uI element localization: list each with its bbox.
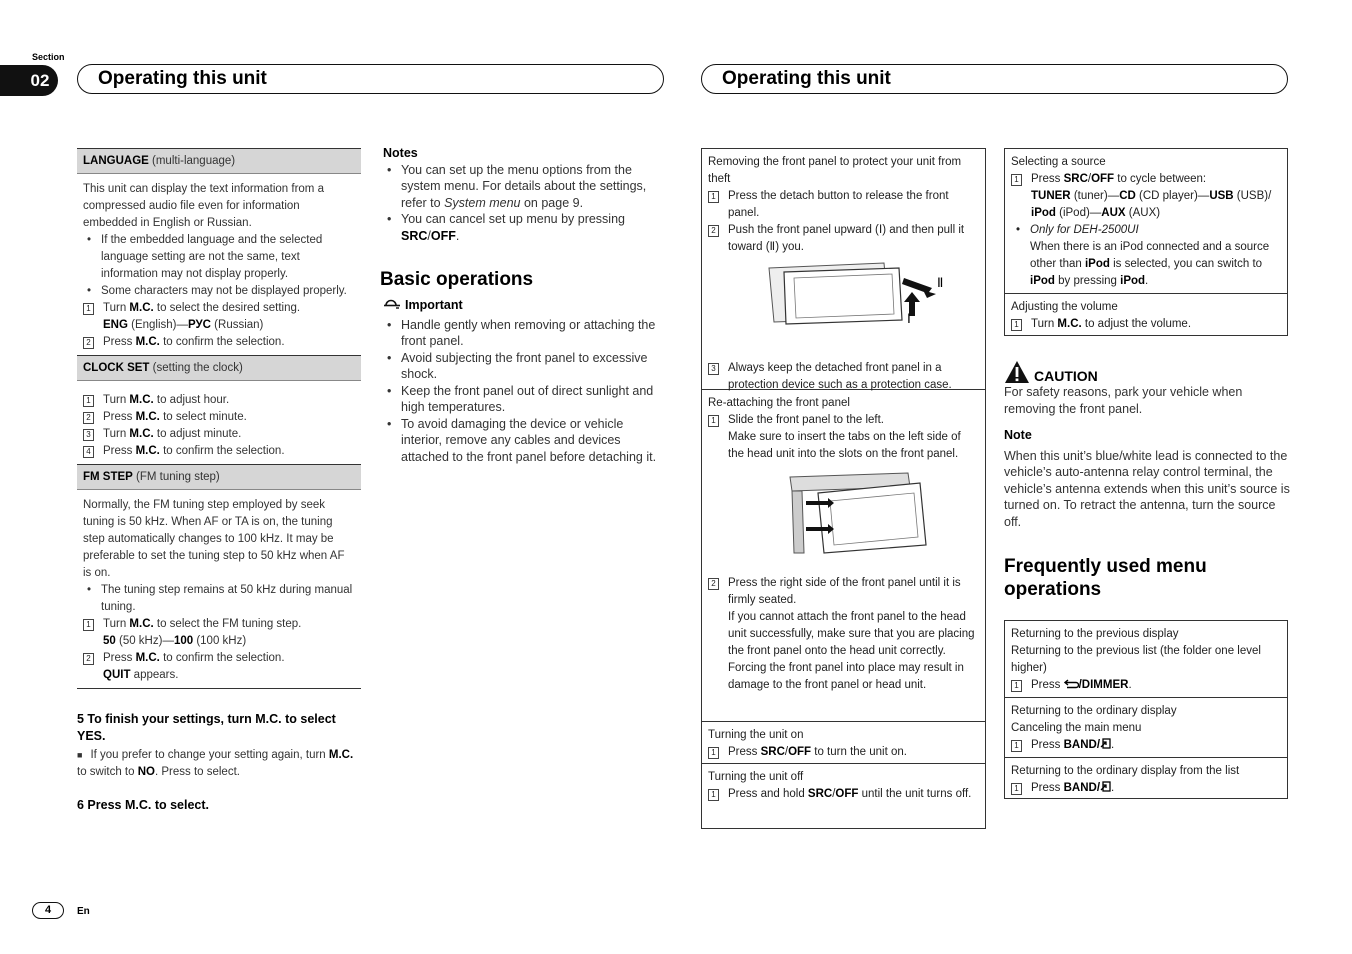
note-italic: System menu	[444, 195, 521, 210]
important-label	[383, 297, 663, 314]
step-number-icon: 1	[1011, 740, 1022, 752]
frequent-operations-title: Frequently used menu operations	[1004, 556, 1207, 600]
remove-step-3	[708, 360, 979, 394]
step-post: .	[1111, 782, 1115, 794]
step-number-icon: 2	[83, 653, 94, 665]
step-pre: Turn	[103, 618, 130, 630]
frequent-operations-table	[1004, 620, 1288, 799]
step-number-icon: 1	[708, 789, 719, 801]
note-text: .	[455, 228, 460, 243]
previous-display-title: Returning to the previous display	[1011, 628, 1179, 640]
step-number-icon: 2	[83, 412, 94, 424]
quit-rest: appears.	[130, 669, 179, 681]
step-pre: Press	[1031, 739, 1064, 751]
escape-icon	[1100, 781, 1111, 792]
caution-text: For safety reasons, park your vehicle when removing the front panel.	[1004, 385, 1243, 416]
step-number-icon: 1	[708, 747, 719, 759]
step-pre: /	[784, 746, 789, 758]
step-5-note	[77, 747, 361, 781]
list-item: • Handle gently when removing or attaching the front panel.	[383, 317, 663, 350]
volume-cell	[1005, 294, 1287, 337]
fmstep-head-bold: FM STEP	[83, 471, 133, 483]
clock-step-1	[83, 392, 355, 409]
front-panel-attach-icon	[788, 471, 930, 555]
step-post: to adjust minute.	[153, 428, 242, 440]
clock-head-rest: (setting the clock)	[149, 362, 243, 374]
clock-table-head	[77, 356, 361, 381]
ipod-text: is selected, you can switch to	[1109, 258, 1263, 270]
step-post: to adjust hour.	[153, 394, 230, 406]
previous-display-sub: Returning to the previous list (the folder one level higher)	[1011, 645, 1261, 674]
step-bold: M.C.	[129, 302, 154, 314]
note-bold: M.C.	[328, 749, 354, 761]
ordinary-display-title: Returning to the ordinary display	[1011, 705, 1177, 717]
turn-off-cell	[702, 764, 985, 807]
step-pre: Press	[103, 336, 136, 348]
step-bold: OFF	[788, 746, 812, 758]
step-text	[103, 409, 355, 426]
clock-head-bold: CLOCK SET	[83, 362, 150, 374]
source-ipod: iPod	[1031, 207, 1056, 219]
option-note: (Russian)	[210, 319, 264, 331]
option-note: (100 kHz)	[193, 635, 247, 647]
step-post: until the unit turns off.	[858, 788, 972, 800]
step-text	[728, 744, 979, 761]
step-bold: OFF	[1091, 173, 1115, 185]
step-number-icon: 1	[708, 191, 719, 203]
ordinary-list-cell	[1005, 758, 1287, 801]
note-text: on page 9.	[520, 195, 584, 210]
list-item: • Some characters may not be displayed properly.	[83, 283, 355, 300]
step-bold: M.C.	[129, 428, 154, 440]
step-text	[728, 786, 979, 803]
important-icon	[383, 299, 401, 312]
step-post: .	[1128, 679, 1132, 691]
step-bold: SRC	[760, 746, 785, 758]
step-text	[103, 616, 355, 650]
step-pre: Press and hold	[728, 788, 808, 800]
step-pre: Turn	[103, 394, 130, 406]
step-line: If you cannot attach the front panel to the head unit successfully, make sure that you are placing the front panel onto the head unit correctly. Forcing the front panel into place may result in damage to the front panel or head unit.	[728, 611, 975, 691]
step-pre: Press	[103, 652, 136, 664]
step-pre: Press	[728, 746, 761, 758]
option-note: (English)—	[127, 319, 188, 331]
remove-title: Removing the front panel to protect your unit from theft	[708, 156, 962, 185]
step-pre: Press	[103, 411, 136, 423]
language-table	[77, 148, 361, 356]
quit-label: QUIT	[103, 669, 131, 681]
note-post: . Press to select.	[154, 766, 240, 778]
step-number-icon: 2	[708, 225, 719, 237]
step-bold: M.C.	[135, 652, 160, 664]
fmstep-step-2	[83, 650, 355, 684]
step-bold: /DIMMER	[1078, 679, 1129, 691]
language-head-rest: (multi-language)	[148, 155, 236, 167]
model-note: Only for DEH-2500UI	[1030, 224, 1139, 236]
step-bold: M.C.	[1057, 318, 1082, 330]
previous-display-cell	[1005, 621, 1287, 698]
option-rus: РУС	[188, 319, 211, 331]
step-pre: Press	[1031, 679, 1064, 691]
step-number-icon: 2	[83, 337, 94, 349]
front-panel-detach-icon	[764, 258, 954, 328]
source-cd: CD	[1119, 190, 1136, 202]
note-title: Note	[1004, 428, 1032, 442]
escape-icon	[1100, 738, 1111, 749]
step-bold: M.C.	[135, 445, 160, 457]
source-tuner: TUNER	[1031, 190, 1071, 202]
note-pre: If you prefer to change your setting again, turn	[90, 749, 329, 761]
step-5-heading: 5 To finish your settings, turn M.C. to select YES.	[77, 712, 336, 743]
square-bullet-icon: ■	[77, 750, 83, 760]
step-bold: SRC	[807, 788, 833, 800]
step-text	[103, 392, 355, 409]
fmstep-table	[77, 465, 361, 689]
step-number-icon: 1	[83, 619, 94, 631]
note-mid: to switch to	[77, 766, 138, 778]
ipod-bold: iPod	[1030, 275, 1055, 287]
step-number-icon: 4	[83, 446, 94, 458]
ordinary-display-cell	[1005, 698, 1287, 758]
ipod-text: When there is an iPod connected and a source other than	[1030, 241, 1270, 270]
step-number-icon: 2	[708, 578, 719, 590]
clock-table-body	[77, 381, 361, 464]
list-item	[1012, 222, 1281, 290]
language-table-body	[77, 174, 361, 355]
step-post: to turn the unit on.	[811, 746, 907, 758]
section-number-tab: 02	[0, 65, 58, 96]
list-item: • Avoid subjecting the front panel to excessive shock.	[383, 350, 663, 383]
return-arrow-icon	[1064, 679, 1079, 689]
step-pre: /	[832, 788, 836, 800]
list-item: • To avoid damaging the device or vehicle interior, remove any cables and devices attached to the front panel before detaching it.	[383, 416, 663, 466]
step-number-icon: 3	[708, 363, 719, 375]
language-step-1	[83, 300, 355, 334]
step-bold: M.C.	[129, 618, 154, 630]
clock-step-2	[83, 409, 355, 426]
step-number-icon: 1	[1011, 319, 1022, 331]
step-pre: Turn	[103, 302, 130, 314]
source-aux: AUX	[1101, 207, 1126, 219]
step-bold: M.C.	[135, 411, 160, 423]
step-post: to select the FM tuning step.	[153, 618, 302, 630]
fmstep-table-head	[77, 465, 361, 490]
clock-step-3	[83, 426, 355, 443]
turn-off-title: Turning the unit off	[708, 771, 804, 783]
step-line: Slide the front panel to the left.	[728, 414, 884, 426]
fmstep-head-rest: (FM tuning step)	[132, 471, 220, 483]
fmstep-description: Normally, the FM tuning step employed by seek tuning is 50 kHz. When AF or TA is on, the tuning step automatically changes to 100 kHz. It may be preferable to set the tuning step to 50 kHz when AF is on.	[83, 499, 345, 579]
language-bullets	[83, 232, 355, 300]
source-table	[1004, 148, 1288, 336]
step-post: to confirm the selection.	[159, 445, 285, 457]
reattach-illustration	[708, 463, 979, 575]
source-title: Selecting a source	[1011, 156, 1106, 168]
turn-off-step	[708, 786, 979, 803]
page-title-left	[77, 64, 664, 94]
source-note: (iPod)—	[1055, 207, 1102, 219]
ordinary-list-step	[1011, 780, 1281, 797]
turn-on-cell	[702, 722, 985, 764]
step-text	[728, 412, 979, 463]
step-post: to confirm the selection.	[159, 652, 285, 664]
remove-step-2	[708, 222, 979, 256]
list-item	[383, 162, 663, 212]
ipod-bold: iPod	[1084, 258, 1110, 270]
list-item: • The tuning step remains at 50 kHz during manual tuning.	[83, 582, 355, 616]
step-text	[103, 334, 355, 351]
step-pre: Press	[103, 445, 136, 457]
reattach-panel-cell	[702, 390, 985, 722]
important-bullets	[383, 317, 663, 466]
step-pre: Turn	[1031, 318, 1058, 330]
step-bold: OFF	[835, 788, 859, 800]
page-title-text: Operating this unit	[98, 68, 267, 89]
ipod-bold: iPod	[1120, 275, 1146, 287]
source-note: (USB)/	[1233, 190, 1272, 202]
remove-step-1	[708, 188, 979, 222]
step-post: to confirm the selection.	[159, 336, 285, 348]
volume-step	[1011, 316, 1281, 333]
step-bold: SRC	[1063, 173, 1088, 185]
step-number-icon: 3	[83, 429, 94, 441]
source-note: (AUX)	[1125, 207, 1161, 219]
caution-block	[1004, 360, 1290, 601]
step-bold: M.C.	[135, 336, 160, 348]
step-pre: Press	[1031, 782, 1064, 794]
notes-title: Notes	[383, 146, 418, 160]
note-bold: SRC	[401, 228, 428, 243]
language-step-2	[83, 334, 355, 351]
step-post: to select the desired setting.	[153, 302, 301, 314]
step-text	[1031, 780, 1281, 797]
list-item: • Keep the front panel out of direct sunlight and high temperatures.	[383, 383, 663, 416]
note-text: You can cancel set up menu by pressing	[401, 212, 625, 226]
ordinary-display-sub: Canceling the main menu	[1011, 722, 1142, 734]
step-bold: M.C.	[129, 394, 154, 406]
step-post: to cycle between:	[1114, 173, 1207, 185]
reattach-step-2	[708, 575, 979, 694]
front-panel-table	[701, 148, 986, 829]
language-table-head	[77, 148, 361, 174]
step-number-icon: 1	[1011, 174, 1022, 186]
step-bold: BAND/	[1063, 782, 1101, 794]
step-text: Press the detach button to release the front panel.	[728, 190, 949, 219]
fmstep-table-body	[77, 490, 361, 688]
step-number-icon: 1	[708, 415, 719, 427]
source-note: (CD player)—	[1135, 190, 1210, 202]
source-note: (tuner)—	[1070, 190, 1120, 202]
step-text	[103, 650, 355, 684]
clock-step-4	[83, 443, 355, 460]
step-post: to select minute.	[159, 411, 247, 423]
turn-on-step	[708, 744, 979, 761]
step-text	[103, 443, 355, 460]
step-post: to adjust the volume.	[1081, 318, 1192, 330]
notes-list	[383, 162, 663, 245]
source-bullets	[1012, 222, 1281, 290]
ipod-text: .	[1145, 275, 1149, 287]
caution-heading	[1004, 360, 1290, 384]
remove-panel-cell	[702, 149, 985, 390]
caution-title: CAUTION	[1034, 368, 1098, 384]
page-title-right	[701, 64, 1288, 94]
step-number-icon: 1	[83, 303, 94, 315]
volume-title: Adjusting the volume	[1011, 301, 1118, 313]
fmstep-step-1	[83, 616, 355, 650]
step-text	[103, 300, 355, 334]
source-usb: USB	[1209, 190, 1234, 202]
step-line: Press the right side of the front panel until it is firmly seated.	[728, 577, 961, 606]
step-text	[1031, 171, 1281, 222]
step-text	[728, 575, 979, 694]
column-2	[380, 145, 663, 465]
language-code: En	[77, 906, 90, 917]
step-post: .	[1111, 739, 1115, 751]
step-pre: /	[1087, 173, 1092, 185]
step-number-icon: 1	[1011, 783, 1022, 795]
section-label: Section	[32, 52, 65, 62]
option-100: 100	[173, 635, 194, 647]
note-text: /	[427, 228, 431, 243]
step-6-heading: 6 Press M.C. to select.	[77, 798, 210, 812]
list-item	[383, 211, 663, 244]
page-title-text: Operating this unit	[722, 68, 891, 89]
step-text	[103, 426, 355, 443]
source-step	[1011, 171, 1281, 222]
detach-illustration	[708, 258, 979, 360]
ipod-text: by pressing	[1054, 275, 1121, 287]
step-text	[1031, 737, 1281, 754]
step-pre: Press	[1031, 173, 1064, 185]
page-number: 4	[32, 902, 64, 919]
note-bold: NO	[137, 766, 155, 778]
ordinary-list-title: Returning to the ordinary display from the list	[1011, 765, 1240, 777]
ordinary-display-step	[1011, 737, 1281, 754]
option-eng: ENG	[103, 319, 128, 331]
step-line: Make sure to insert the tabs on the left side of the head unit into the slots on the front panel.	[728, 431, 961, 460]
warning-triangle-icon	[1004, 360, 1030, 384]
option-50: 50	[103, 635, 116, 647]
column-1	[77, 148, 361, 814]
list-item: • If the embedded language and the selected language setting are not the same, text information may not display properly.	[83, 232, 355, 283]
fmstep-bullets	[83, 582, 355, 616]
previous-display-step	[1011, 677, 1281, 694]
language-head-bold: LANGUAGE	[83, 155, 149, 167]
turn-on-title: Turning the unit on	[708, 729, 804, 741]
step-text: Push the front panel upward (Ⅰ) and then pull it toward (Ⅱ) you.	[728, 224, 965, 253]
clock-table	[77, 356, 361, 465]
note-text: When this unit’s blue/white lead is connected to the vehicle’s auto-antenna relay control terminal, the vehicle’s antenna extends when this unit’s source is turned on. To retract the antenna, turn the source off.	[1004, 448, 1290, 529]
language-description: This unit can display the text information from a compressed audio file even for information embedded in English or Russian.	[83, 183, 324, 229]
note-bold: OFF	[430, 228, 456, 243]
option-note: (50 kHz)—	[115, 635, 174, 647]
basic-operations-title: Basic operations	[380, 269, 534, 290]
step-bold: BAND/	[1063, 739, 1101, 751]
step-number-icon: 1	[83, 395, 94, 407]
important-text: Important	[405, 298, 463, 312]
direction-ii-label: Ⅱ	[937, 275, 944, 290]
step-text	[1031, 316, 1281, 333]
step-number-icon: 1	[1011, 680, 1022, 692]
direction-i-label: Ⅰ	[907, 311, 911, 326]
note-text: You can set up the menu options from the system menu. For details about the settings, refer to	[401, 162, 647, 210]
source-cell	[1005, 149, 1287, 294]
reattach-step-1	[708, 412, 979, 463]
step-text: Always keep the detached front panel in a protection device such as a protection case.	[728, 362, 952, 391]
step-pre: Turn	[103, 428, 130, 440]
step-text	[1031, 677, 1281, 694]
reattach-title: Re-attaching the front panel	[708, 397, 850, 409]
